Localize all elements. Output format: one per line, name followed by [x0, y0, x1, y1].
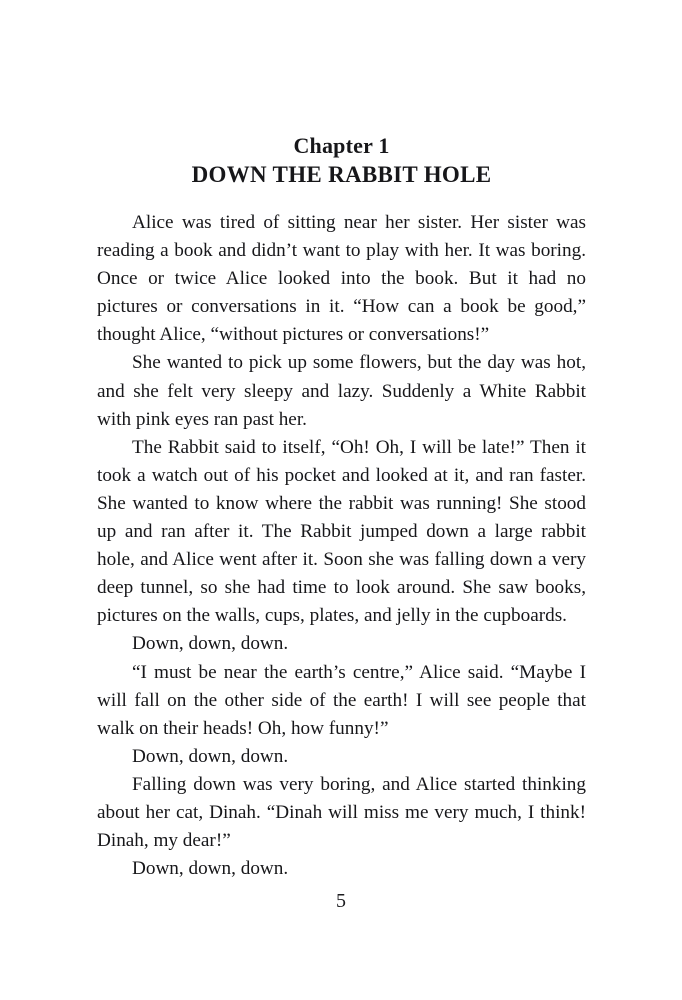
page-number: 5: [336, 890, 346, 912]
paragraph: She wanted to pick up some flowers, but the day was hot, and she felt very sleepy and lazy. Suddenly a White Rabbit with pink eyes ran past her.: [97, 352, 586, 430]
paragraph: Down, down, down.: [132, 633, 289, 655]
paragraph: The Rabbit said to itself, “Oh! Oh, I will be late!” Then it took a watch out of his pocket and looked at it, and ran faster. She wanted to know where the rabbit was running! She stood up and ran after it. The Rabbit jumped down a large rabbit hole, and Alice went after it. Soon she was falling down a very deep tunnel, so she had time to look around. She saw books, pictures on the walls, cups, plates, and jelly in the cupboards.: [97, 436, 586, 627]
chapter-heading: [97, 132, 586, 190]
body-text: [97, 209, 586, 883]
paragraph: Down, down, down.: [132, 745, 289, 767]
chapter-label: Chapter 1: [293, 133, 390, 158]
chapter-title: DOWN THE RABBIT HOLE: [191, 162, 492, 187]
paragraph: Falling down was very boring, and Alice started thinking about her cat, Dinah. “Dinah will miss me very much, I think! Dinah, my dear!”: [97, 773, 586, 852]
paragraph: Down, down, down.: [132, 858, 289, 880]
paragraph: Alice was tired of sitting near her sister. Her sister was reading a book and didn’t want to play with her. It was boring. Once or twice Alice looked into the book. But it had no pictures or conversations in it. “How can a book be good,” thought Alice, “without pictures or conversations!”: [97, 212, 586, 346]
paragraph: “I must be near the earth’s centre,” Alice said. “Maybe I will fall on the other side of the earth! I will see people that walk on their heads! Oh, how funny!”: [97, 661, 586, 739]
